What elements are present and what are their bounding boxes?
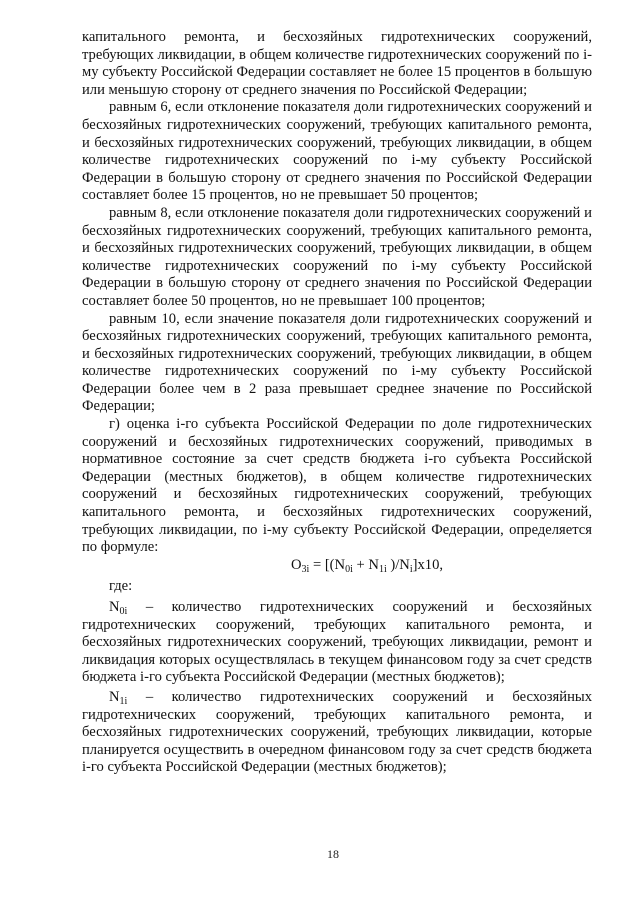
document-body xyxy=(82,29,592,777)
formula-lhs-symbol: O xyxy=(290,556,302,573)
paragraph-item-g: г) оценка i-го субъекта Российской Федерации по доле гидротехнических сооружений и бесхозяйных гидротехнических сооружений, приводимых в нормативное состояние за счет средств бюджета i-го субъекта Российской Федерации (местных бюджетов), в общем количестве гидротехнических сооружений и бесхозяйных гидротехнических сооружений, требующих капитального ремонта, и бесхозяйных гидротехнических сооружений, требующих ликвидации, по i-му субъекту Российской Федерации, определяется по формуле: xyxy=(82,416,592,556)
formula xyxy=(82,557,592,575)
formula-plus-part: + N xyxy=(352,556,379,573)
paragraph-value-8: равным 8, если отклонение показателя доли гидротехнических сооружений и бесхозяйных гидротехнических сооружений, требующих капитального ремонта, и бесхозяйных гидротехнических сооружений, требующих ликвидации, в общем количестве гидротехнических сооружений по i-му субъекту Российской Федерации в большую сторону от среднего значения по Российской Федерации составляет более 50 процентов, но не превышает 100 процентов; xyxy=(82,204,592,309)
paragraph-value-6: равным 6, если отклонение показателя доли гидротехнических сооружений и бесхозяйных гидротехнических сооружений, требующих капитального ремонта, и бесхозяйных гидротехнических сооружений, требующих ликвидации, в общем количестве гидротехнических сооружений по i-му субъекту Российской Федерации в большую сторону от среднего значения по Российской Федерации составляет более 15 процентов, но не превышает 50 процентов; xyxy=(82,99,592,204)
formula-n0-subscript: 0i xyxy=(345,563,353,575)
paragraph-continuation: капитального ремонта, и бесхозяйных гидротехнических сооружений, требующих ликвидации, в общем количестве гидротехнических сооружений по i-му субъекту Российской Федерации составляет не более 15 процентов в большую или меньшую сторону от среднего значения по Российской Федерации; xyxy=(82,29,592,98)
formula-ni-subscript: i xyxy=(409,563,413,575)
definition-n1i xyxy=(82,689,592,777)
definition-subscript: 1i xyxy=(119,695,128,707)
definition-text: – количество гидротехнических сооружений и бесхозяйных гидротехнических сооружений, требующих капитального ремонта, и бесхозяйных гидротехнических сооружений, требующих ликвидации, ремонт и ликвидация которых осуществлялась в текущем финансовом году за счет средств бюджета i-го субъекта Российской Федерации (местных бюджетов); xyxy=(82,599,592,686)
definition-n0i xyxy=(82,599,592,687)
formula-n1-subscript: 1i xyxy=(378,563,387,575)
page-number: 18 xyxy=(327,847,339,861)
definition-symbol: N xyxy=(109,688,120,705)
formula-eq-part: = [(N xyxy=(309,556,346,573)
definition-subscript: 0i xyxy=(119,606,128,617)
formula-div-part: )/N xyxy=(386,556,410,573)
formula-lhs-subscript: 3i xyxy=(301,563,310,575)
formula-tail: ]x10, xyxy=(412,556,444,573)
definition-text: – количество гидротехнических сооружений и бесхозяйных гидротехнических сооружений, требующих капитального ремонта, и бесхозяйных гидротехнических сооружений, требующих ликвидации, которые планируется осуществить в очередном финансовом году за счет средств бюджета i-го субъекта Российской Федерации (местных бюджетов); xyxy=(82,688,592,776)
where-label: где: xyxy=(109,578,133,595)
definition-symbol: N xyxy=(109,599,120,615)
paragraph-value-10: равным 10, если значение показателя доли гидротехнических сооружений и бесхозяйных гидротехнических сооружений, требующих капитального ремонта, и бесхозяйных гидротехнических сооружений, требующих ликвидации, в общем количестве гидротехнических сооружений по i-му субъекту Российской Федерации более чем в 2 раза превышает среднее значение по Российской Федерации; xyxy=(82,310,592,415)
